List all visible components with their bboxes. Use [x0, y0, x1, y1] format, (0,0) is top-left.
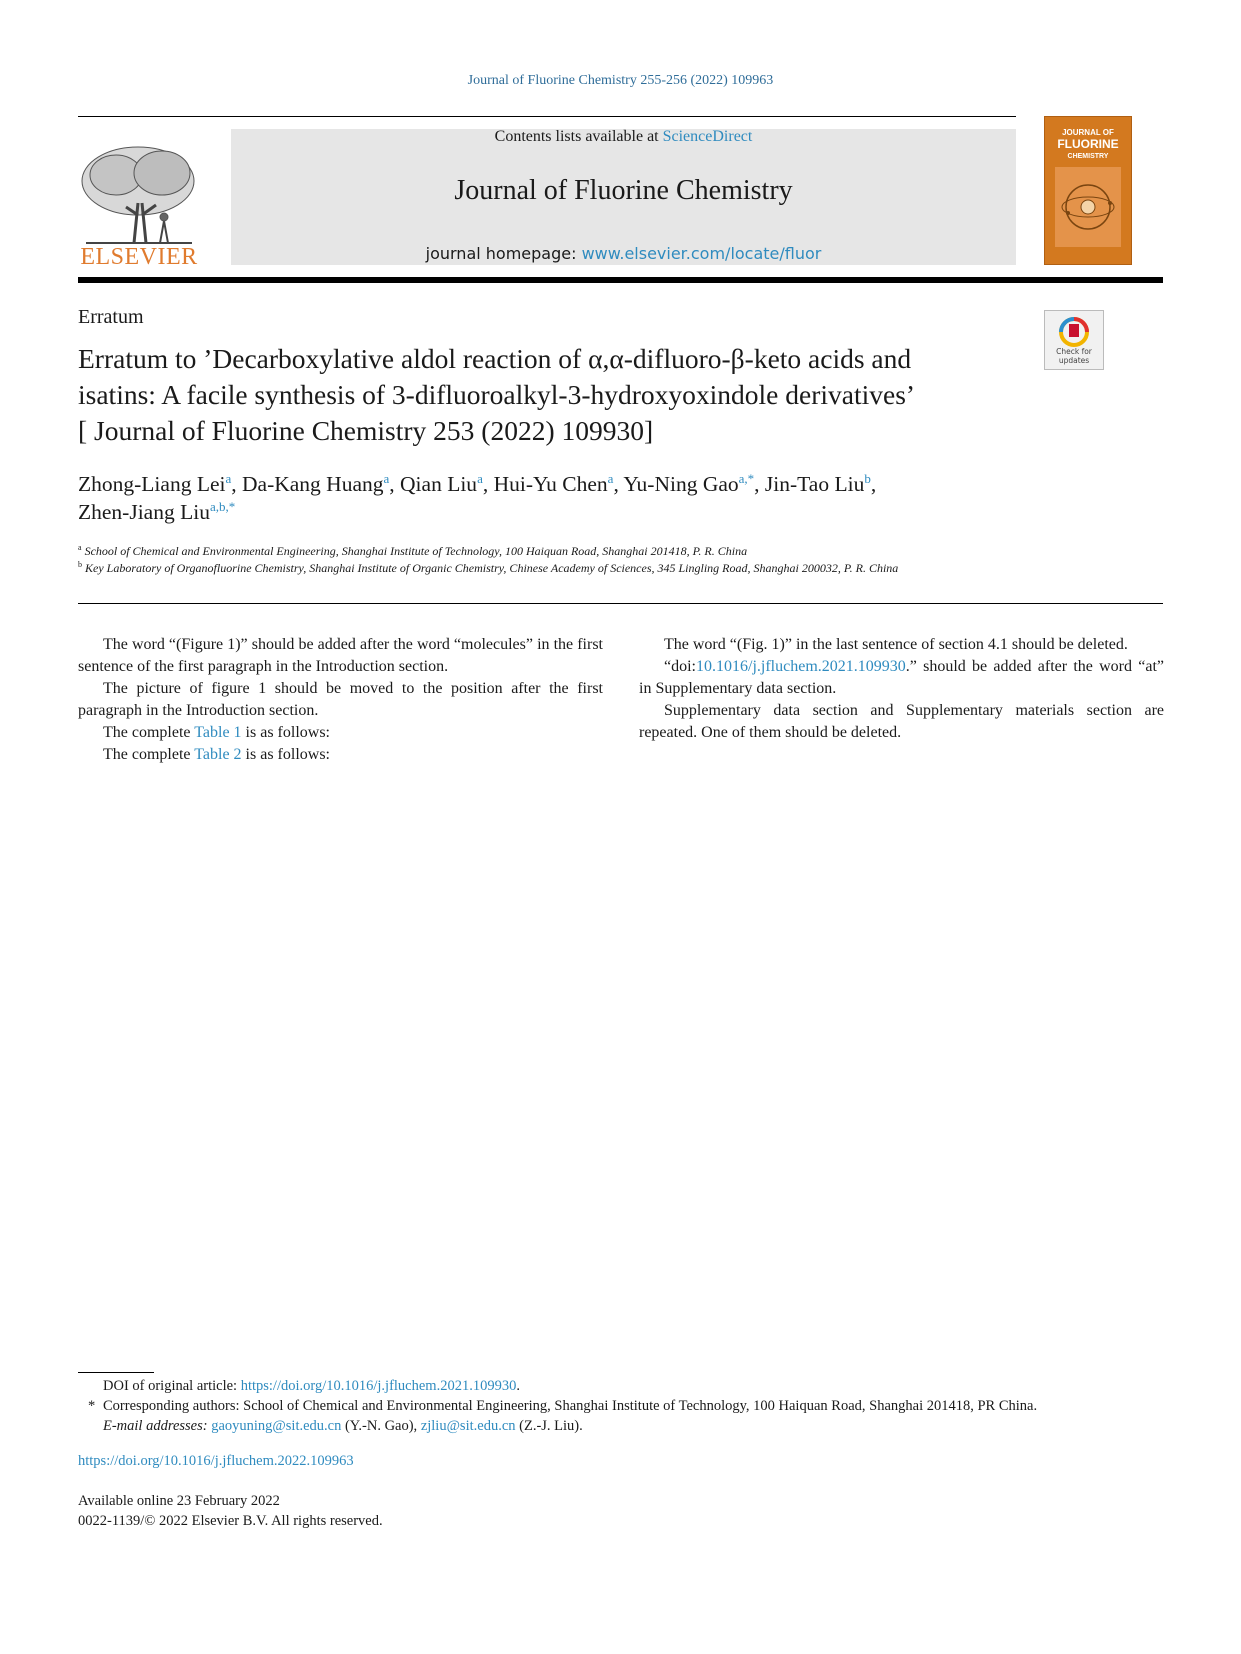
body-paragraph: The word “(Fig. 1)” in the last sentence of section 4.1 should be deleted.	[664, 636, 1128, 653]
author-name: Hui-Yu Chen	[493, 472, 608, 496]
author-name: Yu-Ning Gao	[623, 472, 739, 496]
affiliation-mark: b	[78, 560, 82, 569]
email-link-gao[interactable]: gaoyuning@sit.edu.cn	[211, 1418, 342, 1434]
footnote-rule	[78, 1372, 154, 1373]
table-1-link[interactable]: Table 1	[194, 724, 242, 741]
body-paragraph	[78, 722, 603, 744]
title-line-2: isatins: A facile synthesis of 3-difluoroalkyl-3-hydroxyoxindole derivatives’	[78, 379, 916, 410]
original-article-doi-link[interactable]: https://doi.org/10.1016/j.jfluchem.2021.109930	[240, 1378, 517, 1394]
author-affiliation-mark[interactable]: a	[383, 471, 390, 486]
affiliation-mark: a	[78, 543, 82, 552]
author-separator: ,	[754, 472, 765, 496]
contents-available-line	[231, 128, 1016, 146]
journal-title: Journal of Fluorine Chemistry	[454, 175, 793, 206]
journal-cover-art-icon	[1045, 117, 1131, 264]
author-name: Jin-Tao Liu	[764, 472, 865, 496]
footnote-text: (Y.-N. Gao),	[341, 1418, 421, 1434]
author-affiliation-mark[interactable]: b	[864, 471, 871, 486]
body-paragraph: The picture of figure 1 should be moved to the position after the first paragraph in the Introduction section.	[78, 680, 603, 719]
article-title	[78, 341, 1018, 449]
paragraph-text: is as follows:	[241, 746, 330, 763]
publication-info	[78, 1491, 383, 1531]
paragraph-text: is as follows:	[241, 724, 330, 741]
footnote-text: Corresponding authors: School of Chemical and Environmental Engineering, Shanghai Institute of Technology, 100 Haiquan Road, Shanghai 201418, PR China.	[103, 1398, 1038, 1414]
author-separator: ,	[613, 472, 624, 496]
check-updates-text-2: updates	[1058, 356, 1090, 365]
journal-cover-thumbnail[interactable]	[1044, 116, 1132, 265]
cover-title-line3: CHEMISTRY	[1067, 153, 1109, 160]
title-line-1: Erratum to ’Decarboxylative aldol reaction of α,α-difluoro-β-keto acids and	[78, 343, 912, 374]
body-paragraph: The word “(Figure 1)” should be added after the word “molecules” in the first sentence of the first paragraph in the Introduction section.	[78, 636, 603, 675]
author-separator: ,	[870, 472, 877, 496]
footnote-text: .	[516, 1378, 520, 1394]
footnote-star-mark: *	[88, 1398, 96, 1414]
author-affiliation-mark[interactable]: a,*	[738, 471, 755, 486]
author-separator: ,	[389, 472, 401, 496]
check-updates-text-1: Check for	[1056, 347, 1092, 356]
available-online-date: Available online 23 February 2022	[78, 1493, 280, 1509]
paragraph-text: “doi:	[664, 658, 696, 675]
journal-citation[interactable]: Journal of Fluorine Chemistry 255-256 (2022) 109963	[467, 73, 774, 88]
journal-homepage-line	[231, 244, 1016, 263]
body-paragraph	[639, 656, 1164, 700]
footnote-text: DOI of original article:	[103, 1378, 241, 1394]
author-list	[78, 470, 1038, 526]
cover-title-line2: FLUORINE	[1057, 137, 1119, 151]
footnote-text: (Z.-J. Liu).	[515, 1418, 583, 1434]
body-paragraph	[78, 744, 603, 766]
article-type-label: Erratum	[78, 306, 144, 328]
journal-homepage-link[interactable]: www.elsevier.com/locate/fluor	[581, 244, 822, 263]
header-thick-rule	[78, 277, 1163, 283]
affiliation-b	[78, 560, 1078, 577]
email-link-liu[interactable]: zjliu@sit.edu.cn	[420, 1418, 516, 1434]
paragraph-text: The complete	[103, 724, 195, 741]
author-name: Da-Kang Huang	[242, 472, 384, 496]
affiliation-text: School of Chemical and Environmental Engineering, Shanghai Institute of Technology, 100 Haiquan Road, Shanghai 201418, P. R. China	[84, 544, 748, 558]
sciencedirect-link[interactable]: ScienceDirect	[662, 128, 753, 145]
copyright-line: 0022-1139/© 2022 Elsevier B.V. All rights reserved.	[78, 1513, 383, 1529]
author-name: Zhong-Liang Lei	[78, 472, 226, 496]
body-column-right	[639, 634, 1164, 744]
header-top-rule	[78, 116, 1016, 117]
author-affiliation-mark[interactable]: a	[607, 471, 614, 486]
affiliations	[78, 543, 1078, 577]
author-affiliation-mark[interactable]: a,b,*	[209, 499, 236, 514]
original-article-doi-note	[78, 1376, 1163, 1396]
affiliation-text: Key Laboratory of Organofluorine Chemistry, Shanghai Institute of Organic Chemistry, Chinese Academy of Sciences, 345 Lingling Road, Shanghai 200032, P. R. China	[85, 561, 899, 575]
paragraph-text: .” should be added after the word “at” in Supplementary data section.	[639, 658, 1164, 697]
body-column-left	[78, 634, 603, 766]
email-addresses-note	[78, 1416, 1163, 1436]
elsevier-wordmark: ELSEVIER	[80, 244, 198, 270]
author-affiliation-mark[interactable]: a	[225, 471, 232, 486]
corresponding-author-note	[78, 1396, 1163, 1416]
section-divider	[78, 603, 1163, 604]
body-paragraph: Supplementary data section and Supplementary materials section are repeated. One of them should be deleted.	[639, 702, 1164, 741]
author-separator: ,	[231, 472, 242, 496]
paragraph-text: The complete	[103, 746, 195, 763]
affiliation-a	[78, 543, 1078, 560]
check-for-updates-icon	[1045, 311, 1103, 369]
table-2-link[interactable]: Table 2	[194, 746, 242, 763]
email-label: E-mail addresses:	[103, 1418, 208, 1434]
original-doi-link[interactable]: 10.1016/j.jfluchem.2021.109930	[696, 658, 906, 675]
article-doi-link[interactable]: https://doi.org/10.1016/j.jfluchem.2022.109963	[78, 1453, 354, 1469]
homepage-prefix: journal homepage:	[425, 244, 582, 263]
title-line-3: [ Journal of Fluorine Chemistry 253 (2022) 109930]	[78, 415, 654, 446]
footnotes	[78, 1376, 1163, 1436]
cover-title-line1: JOURNAL OF	[1062, 128, 1114, 137]
contents-prefix: Contents lists available at	[494, 128, 663, 145]
author-affiliation-mark[interactable]: a	[477, 471, 483, 486]
author-separator: ,	[482, 472, 494, 496]
author-name: Qian Liu	[400, 472, 478, 496]
author-name: Zhen-Jiang Liu	[78, 500, 210, 524]
check-for-updates-badge[interactable]	[1044, 310, 1104, 370]
